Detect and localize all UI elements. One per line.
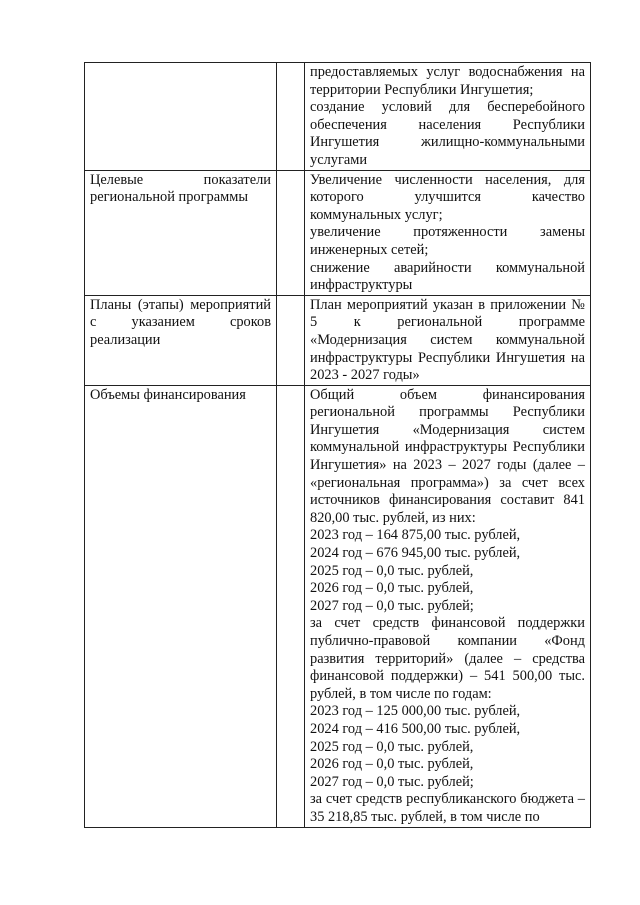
content-paragraph: 2024 год – 416 500,00 тыс. рублей, bbox=[310, 720, 521, 737]
content-paragraph: за счет средств республиканского бюджета – 35 218,85 тыс. рублей, в том числе по bbox=[310, 791, 585, 825]
row-label: Целевые показатели региональной программы bbox=[90, 171, 271, 206]
content-paragraph: предоставляемых услуг водоснабжения на территории Республики Ингушетия; bbox=[310, 64, 585, 98]
row-label-cell bbox=[85, 385, 277, 827]
content-paragraph: за счет средств финансовой поддержки публично-правовой компании «Фонд развития территорий» (далее – средства финансовой поддержки) – 541 500,00 тыс. рублей, в том числе по годам: bbox=[310, 615, 585, 702]
row-content-cell bbox=[305, 295, 591, 385]
program-passport-table bbox=[84, 62, 591, 828]
table-row bbox=[85, 170, 591, 295]
row-label-cell bbox=[85, 170, 277, 295]
row-label-cell bbox=[85, 295, 277, 385]
table-row bbox=[85, 295, 591, 385]
table-row bbox=[85, 385, 591, 827]
content-paragraph: 2027 год – 0,0 тыс. рублей; bbox=[310, 773, 474, 790]
row-label-cell bbox=[85, 63, 277, 171]
content-paragraph: Увеличение численности населения, для которого улучшится качество коммунальных услуг; bbox=[310, 171, 585, 223]
content-paragraph: 2025 год – 0,0 тыс. рублей, bbox=[310, 562, 474, 579]
content-paragraph: 2023 год – 164 875,00 тыс. рублей, bbox=[310, 527, 521, 544]
content-paragraph: 2026 год – 0,0 тыс. рублей, bbox=[310, 756, 474, 773]
content-paragraph: 2027 год – 0,0 тыс. рублей; bbox=[310, 597, 474, 614]
spacer-cell bbox=[277, 63, 305, 171]
content-paragraph: 2026 год – 0,0 тыс. рублей, bbox=[310, 580, 474, 597]
content-paragraph: снижение аварийности коммунальной инфраструктуры bbox=[310, 259, 585, 294]
row-content-cell bbox=[305, 385, 591, 827]
content-paragraph: 2024 год – 676 945,00 тыс. рублей, bbox=[310, 545, 521, 562]
content-paragraph: Общий объем финансирования региональной программы Республики Ингушетия «Модернизация систем коммунальной инфраструктуры Республики Ингушетия» на 2023 – 2027 годы (далее – «региональная программа») за счет всех источников финансирования составит 841 820,00 тыс. рублей, из них: bbox=[310, 386, 585, 526]
content-paragraph: 2023 год – 125 000,00 тыс. рублей, bbox=[310, 703, 521, 720]
content-paragraph: 2025 год – 0,0 тыс. рублей, bbox=[310, 738, 474, 755]
spacer-cell bbox=[277, 295, 305, 385]
spacer-cell bbox=[277, 170, 305, 295]
row-content-cell bbox=[305, 63, 591, 171]
table-row bbox=[85, 63, 591, 171]
row-content-cell bbox=[305, 170, 591, 295]
content-paragraph: План мероприятий указан в приложении № 5 к региональной программе «Модернизация систем коммунальной инфраструктуры Республики Ингушетия на 2023 - 2027 годы» bbox=[310, 296, 585, 384]
content-paragraph: увеличение протяженности замены инженерных сетей; bbox=[310, 224, 585, 258]
content-paragraph: создание условий для бесперебойного обеспечения населения Республики Ингушетия жилищно-коммунальными услугами bbox=[310, 99, 585, 168]
spacer-cell bbox=[277, 385, 305, 827]
row-label: Планы (этапы) мероприятий с указанием сроков реализации bbox=[90, 296, 271, 348]
row-label: Объемы финансирования bbox=[90, 386, 246, 403]
